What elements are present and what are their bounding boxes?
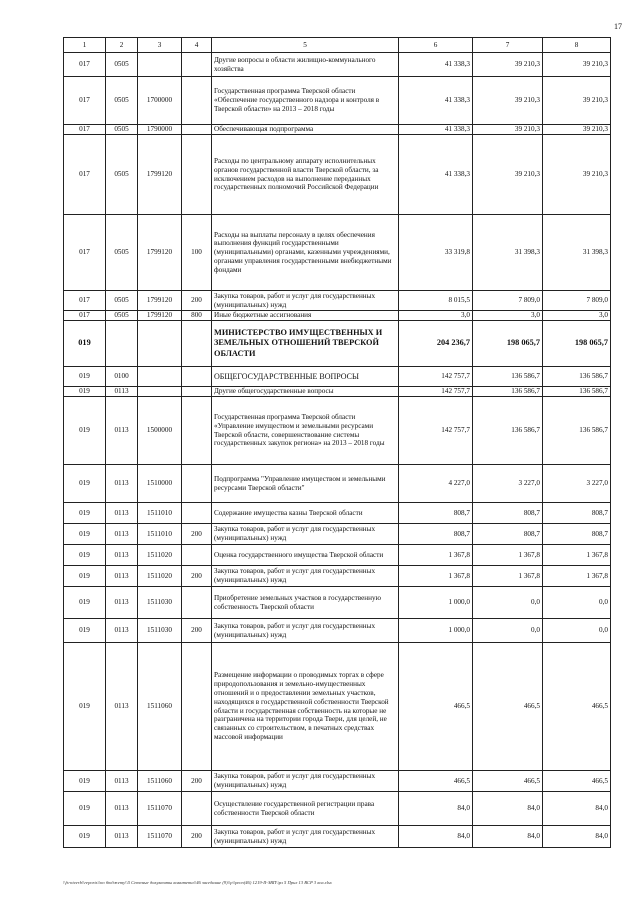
table-row — [64, 291, 611, 311]
cell-code: 017 — [64, 215, 106, 291]
cell-target: 1799120 — [138, 215, 182, 291]
table-row — [64, 826, 611, 848]
cell-target — [138, 321, 182, 367]
cell-amount-2: 84,0 — [399, 792, 473, 826]
cell-section: 0113 — [106, 587, 138, 619]
cell-code: 019 — [64, 397, 106, 465]
cell-target: 1511020 — [138, 566, 182, 587]
column-header: 4 — [182, 38, 212, 53]
cell-amount-4: 1 367,8 — [543, 545, 611, 566]
cell-target: 1511030 — [138, 587, 182, 619]
table-row — [64, 367, 611, 387]
cell-amount-3: 808,7 — [473, 503, 543, 524]
cell-amount-2: 84,0 — [399, 826, 473, 848]
cell-expense-type: 200 — [182, 771, 212, 792]
table-row — [64, 771, 611, 792]
cell-description: Обеспечивающая подпрограмма — [212, 125, 399, 135]
table-row — [64, 587, 611, 619]
cell-amount-3: 136 586,7 — [473, 397, 543, 465]
cell-amount-3: 7 809,0 — [473, 291, 543, 311]
cell-expense-type — [182, 387, 212, 397]
cell-section: 0113 — [106, 826, 138, 848]
cell-code: 019 — [64, 524, 106, 545]
table-row — [64, 215, 611, 291]
cell-amount-3: 3 227,0 — [473, 465, 543, 503]
table-row — [64, 792, 611, 826]
cell-code: 017 — [64, 53, 106, 77]
cell-section: 0505 — [106, 291, 138, 311]
cell-expense-type — [182, 465, 212, 503]
cell-amount-3: 84,0 — [473, 792, 543, 826]
cell-amount-3: 466,5 — [473, 771, 543, 792]
cell-expense-type: 200 — [182, 619, 212, 643]
cell-expense-type — [182, 125, 212, 135]
cell-description: Иные бюджетные ассигнования — [212, 311, 399, 321]
cell-section: 0505 — [106, 311, 138, 321]
cell-target: 1700000 — [138, 77, 182, 125]
cell-target: 1799120 — [138, 311, 182, 321]
cell-code: 019 — [64, 503, 106, 524]
cell-section: 0505 — [106, 53, 138, 77]
cell-description: Осуществление государственной регистрации права собственности Тверской области — [212, 792, 399, 826]
cell-description: Государственная программа Тверской области «Обеспечение государственного надзора и контроля в Тверской области» на 2013 – 2018 годы — [212, 77, 399, 125]
header-row — [64, 38, 611, 53]
cell-description: МИНИСТЕРСТВО ИМУЩЕСТВЕННЫХ И ЗЕМЕЛЬНЫХ ОТНОШЕНИЙ ТВЕРСКОЙ ОБЛАСТИ — [212, 321, 399, 367]
cell-section: 0113 — [106, 771, 138, 792]
cell-section: 0113 — [106, 503, 138, 524]
cell-code: 017 — [64, 135, 106, 215]
cell-section: 0113 — [106, 397, 138, 465]
cell-amount-4: 31 398,3 — [543, 215, 611, 291]
cell-expense-type — [182, 321, 212, 367]
cell-amount-3: 3,0 — [473, 311, 543, 321]
cell-description: Расходы по центральному аппарату исполнительных органов государственной власти Тверской области, за исключением расходов на выполнение переданных государственных полномочий Российской Федерации — [212, 135, 399, 215]
cell-description: Размещение информации о проводимых торгах в сфере природопользования и земельно-имущественных отношений и о предоставлении земельных участков, находящихся в государственной собственности Тверской области и государственная собственность на которые не разграничена на территории города Твери, для целей, не связанных со строительством, в печатных средствах массовой информации — [212, 643, 399, 771]
cell-section: 0505 — [106, 215, 138, 291]
cell-description: Подпрограмма "Управление имуществом и земельными ресурсами Тверской области" — [212, 465, 399, 503]
cell-amount-2: 41 338,3 — [399, 77, 473, 125]
cell-section: 0113 — [106, 387, 138, 397]
cell-amount-3: 0,0 — [473, 619, 543, 643]
column-header: 1 — [64, 38, 106, 53]
cell-amount-4: 808,7 — [543, 524, 611, 545]
cell-code: 019 — [64, 367, 106, 387]
cell-amount-2: 8 015,5 — [399, 291, 473, 311]
budget-table — [63, 37, 611, 848]
cell-section: 0113 — [106, 545, 138, 566]
table-row — [64, 643, 611, 771]
column-header: 7 — [473, 38, 543, 53]
cell-target: 1511060 — [138, 643, 182, 771]
cell-target: 1511010 — [138, 524, 182, 545]
column-header: 5 — [212, 38, 399, 53]
column-header: 6 — [399, 38, 473, 53]
cell-code: 019 — [64, 566, 106, 587]
cell-expense-type — [182, 587, 212, 619]
cell-amount-2: 41 338,3 — [399, 135, 473, 215]
cell-amount-4: 84,0 — [543, 826, 611, 848]
cell-target — [138, 53, 182, 77]
cell-amount-2: 4 227,0 — [399, 465, 473, 503]
cell-amount-3: 84,0 — [473, 826, 543, 848]
cell-target: 1799120 — [138, 291, 182, 311]
cell-target: 1511070 — [138, 826, 182, 848]
cell-section: 0113 — [106, 643, 138, 771]
cell-section: 0113 — [106, 792, 138, 826]
cell-target: 1790000 — [138, 125, 182, 135]
table-row — [64, 619, 611, 643]
cell-target: 1500000 — [138, 397, 182, 465]
cell-section: 0100 — [106, 367, 138, 387]
cell-amount-4: 136 586,7 — [543, 397, 611, 465]
table-row — [64, 77, 611, 125]
cell-code: 019 — [64, 826, 106, 848]
cell-section: 0113 — [106, 619, 138, 643]
cell-code: 019 — [64, 465, 106, 503]
cell-amount-3: 31 398,3 — [473, 215, 543, 291]
cell-amount-3: 136 586,7 — [473, 367, 543, 387]
cell-amount-3: 1 367,8 — [473, 545, 543, 566]
table-row — [64, 503, 611, 524]
cell-amount-2: 142 757,7 — [399, 397, 473, 465]
table-row — [64, 135, 611, 215]
cell-description: Закупка товаров, работ и услуг для государственных (муниципальных) нужд — [212, 524, 399, 545]
cell-amount-4: 808,7 — [543, 503, 611, 524]
cell-amount-2: 1 000,0 — [399, 587, 473, 619]
cell-target: 1511020 — [138, 545, 182, 566]
cell-amount-4: 3 227,0 — [543, 465, 611, 503]
cell-target: 1511060 — [138, 771, 182, 792]
cell-expense-type: 200 — [182, 566, 212, 587]
cell-amount-4: 7 809,0 — [543, 291, 611, 311]
cell-expense-type — [182, 135, 212, 215]
cell-target: 1511030 — [138, 619, 182, 643]
cell-amount-4: 466,5 — [543, 643, 611, 771]
cell-description: Другие вопросы в области жилищно-коммунального хозяйства — [212, 53, 399, 77]
cell-code: 019 — [64, 387, 106, 397]
cell-amount-2: 41 338,3 — [399, 53, 473, 77]
cell-expense-type: 200 — [182, 524, 212, 545]
table-row — [64, 321, 611, 367]
cell-expense-type: 200 — [182, 291, 212, 311]
cell-amount-2: 142 757,7 — [399, 387, 473, 397]
cell-target — [138, 367, 182, 387]
cell-amount-4: 3,0 — [543, 311, 611, 321]
column-header: 2 — [106, 38, 138, 53]
file-path-footer: \\fs-ntverb\\reports\\по бюджету\\5 Сетевые документы комитета\\46 заседание (9)\\р\\респ(46) 1219-II-ЗВП\\рл 5 Прил 13 ВСР 3 кол.xlsx — [63, 880, 332, 885]
table-row — [64, 53, 611, 77]
table-row — [64, 524, 611, 545]
cell-code: 019 — [64, 792, 106, 826]
table-row — [64, 545, 611, 566]
cell-target: 1799120 — [138, 135, 182, 215]
cell-target — [138, 387, 182, 397]
cell-amount-2: 808,7 — [399, 503, 473, 524]
cell-amount-4: 136 586,7 — [543, 387, 611, 397]
cell-code: 017 — [64, 311, 106, 321]
page-number: 17 — [614, 22, 622, 31]
cell-expense-type — [182, 77, 212, 125]
table-row — [64, 387, 611, 397]
cell-target: 1511070 — [138, 792, 182, 826]
cell-section: 0505 — [106, 77, 138, 125]
cell-code: 019 — [64, 545, 106, 566]
table-row — [64, 125, 611, 135]
cell-amount-4: 39 210,3 — [543, 135, 611, 215]
cell-amount-2: 204 236,7 — [399, 321, 473, 367]
cell-amount-2: 142 757,7 — [399, 367, 473, 387]
cell-description: Расходы на выплаты персоналу в целях обеспечения выполнения функций государственными (муниципальными) органами, казенными учреждениями, органами управления государственными внебюджетными фондами — [212, 215, 399, 291]
cell-amount-2: 33 319,8 — [399, 215, 473, 291]
cell-amount-4: 198 065,7 — [543, 321, 611, 367]
cell-amount-3: 39 210,3 — [473, 135, 543, 215]
cell-code: 017 — [64, 291, 106, 311]
cell-amount-4: 39 210,3 — [543, 53, 611, 77]
cell-code: 017 — [64, 125, 106, 135]
cell-amount-4: 39 210,3 — [543, 125, 611, 135]
cell-code: 019 — [64, 619, 106, 643]
cell-amount-4: 0,0 — [543, 619, 611, 643]
cell-description: Оценка государственного имущества Тверской области — [212, 545, 399, 566]
cell-amount-2: 1 367,8 — [399, 566, 473, 587]
cell-amount-2: 808,7 — [399, 524, 473, 545]
cell-code: 017 — [64, 77, 106, 125]
cell-description: Закупка товаров, работ и услуг для государственных (муниципальных) нужд — [212, 619, 399, 643]
cell-amount-2: 466,5 — [399, 771, 473, 792]
cell-description: Содержание имущества казны Тверской области — [212, 503, 399, 524]
cell-amount-2: 466,5 — [399, 643, 473, 771]
cell-amount-3: 808,7 — [473, 524, 543, 545]
cell-amount-3: 39 210,3 — [473, 53, 543, 77]
cell-code: 019 — [64, 643, 106, 771]
cell-expense-type: 800 — [182, 311, 212, 321]
table-row — [64, 397, 611, 465]
cell-amount-4: 136 586,7 — [543, 367, 611, 387]
cell-amount-4: 39 210,3 — [543, 77, 611, 125]
cell-amount-3: 136 586,7 — [473, 387, 543, 397]
cell-amount-3: 198 065,7 — [473, 321, 543, 367]
column-header: 8 — [543, 38, 611, 53]
cell-amount-2: 1 367,8 — [399, 545, 473, 566]
cell-section: 0113 — [106, 566, 138, 587]
cell-expense-type — [182, 397, 212, 465]
cell-description: Закупка товаров, работ и услуг для государственных (муниципальных) нужд — [212, 291, 399, 311]
cell-amount-3: 39 210,3 — [473, 125, 543, 135]
cell-amount-2: 3,0 — [399, 311, 473, 321]
cell-code: 019 — [64, 771, 106, 792]
column-header: 3 — [138, 38, 182, 53]
cell-section: 0505 — [106, 125, 138, 135]
table-row — [64, 465, 611, 503]
cell-description: Другие общегосударственные вопросы — [212, 387, 399, 397]
cell-expense-type — [182, 53, 212, 77]
cell-amount-4: 84,0 — [543, 792, 611, 826]
cell-amount-3: 1 367,8 — [473, 566, 543, 587]
cell-expense-type — [182, 792, 212, 826]
cell-code: 019 — [64, 587, 106, 619]
cell-target: 1511010 — [138, 503, 182, 524]
cell-target: 1510000 — [138, 465, 182, 503]
cell-section: 0505 — [106, 135, 138, 215]
cell-code: 019 — [64, 321, 106, 367]
cell-description: Закупка товаров, работ и услуг для государственных (муниципальных) нужд — [212, 826, 399, 848]
cell-description: Приобретение земельных участков в государственную собственность Тверской области — [212, 587, 399, 619]
cell-amount-2: 1 000,0 — [399, 619, 473, 643]
cell-description: ОБЩЕГОСУДАРСТВЕННЫЕ ВОПРОСЫ — [212, 367, 399, 387]
cell-expense-type: 100 — [182, 215, 212, 291]
cell-section: 0113 — [106, 524, 138, 545]
cell-expense-type — [182, 367, 212, 387]
cell-section: 0113 — [106, 465, 138, 503]
cell-description: Закупка товаров, работ и услуг для государственных (муниципальных) нужд — [212, 566, 399, 587]
cell-expense-type: 200 — [182, 826, 212, 848]
cell-amount-4: 1 367,8 — [543, 566, 611, 587]
cell-description: Государственная программа Тверской области «Управление имуществом и земельными ресурсами Тверской области, совершенствование системы государственных закупок региона» на 2013 – 2018 годы — [212, 397, 399, 465]
cell-amount-4: 466,5 — [543, 771, 611, 792]
cell-amount-2: 41 338,3 — [399, 125, 473, 135]
table-row — [64, 566, 611, 587]
cell-amount-3: 0,0 — [473, 587, 543, 619]
cell-expense-type — [182, 643, 212, 771]
cell-expense-type — [182, 545, 212, 566]
cell-section — [106, 321, 138, 367]
cell-amount-4: 0,0 — [543, 587, 611, 619]
cell-amount-3: 466,5 — [473, 643, 543, 771]
cell-description: Закупка товаров, работ и услуг для государственных (муниципальных) нужд — [212, 771, 399, 792]
table-row — [64, 311, 611, 321]
cell-amount-3: 39 210,3 — [473, 77, 543, 125]
cell-expense-type — [182, 503, 212, 524]
